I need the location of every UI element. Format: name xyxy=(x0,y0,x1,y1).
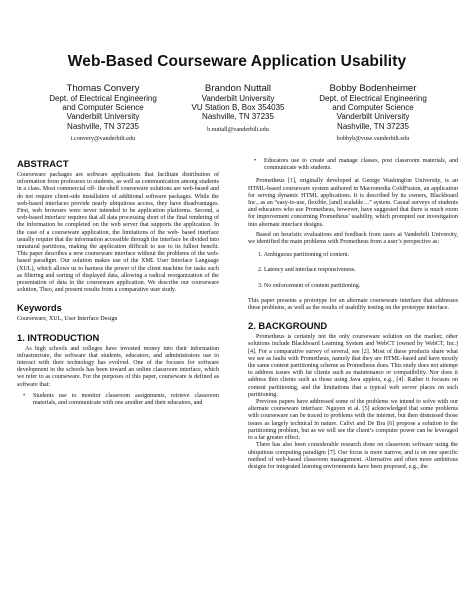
bullet-icon: • xyxy=(254,158,257,164)
introduction-paragraph: As high schools and colleges have invested money into their information infrastructure, the software that students, educators, and administrators use to interact with their technology has evolved. One of the focuses for software development in the schools has been toward an online classroom interface, which we refer to as courseware. For the purposes of this paper, courseware is defined as software that: xyxy=(17,345,219,388)
author-affiliation-line: and Computer Science xyxy=(62,103,144,113)
author-email: bobbyb@vuse.vanderbilt.edu xyxy=(336,134,410,142)
paper-title: Web-Based Courseware Application Usability xyxy=(67,53,407,70)
list-item: 1. Ambiguous partitioning of content. xyxy=(258,252,350,259)
author-affiliation-line: and Computer Science xyxy=(332,103,414,113)
body-paragraph: Prometheus [1], originally developed at George Washington University, is an HTML-based courseware system authored in Macromedia ColdFusion, an application for serving dynamic HTML applications. It is described by its owners, Blackboard Inc., as an “easy-to-use, flexible, [and] scalable…” system. Casual surveys of students and educators who use Prometheus, however, have suggested that there is much room for improvement concerning Prometheus’ usability, which prompted our investigation into alternate interface designs. xyxy=(248,178,458,228)
list-item: 2. Latency and interface responsiveness. xyxy=(258,267,356,274)
body-paragraph: Previous papers have addressed some of the problems we intend to solve with our alternate courseware interface: Nguyen et al. [5] acknowledged that some problems with courseware can be traced to problems with the internet, but then dismissed those issues as largely technical in nature. Calivi and De Bra [6] propose a solution to the partitioning problem, but as we will see the client’s computer power can be leveraged to a far greater effect. xyxy=(248,399,458,442)
keywords-text: Courseware, XUL, User Interface Design xyxy=(17,316,118,323)
author-affiliation-line: VU Station B, Box 354035 xyxy=(191,103,285,113)
author-affiliation-line: Vanderbilt University xyxy=(336,112,410,122)
author-affiliation-line: Vanderbilt University xyxy=(201,94,275,103)
abstract-heading: ABSTRACT xyxy=(17,158,69,169)
introduction-heading: 1. INTRODUCTION xyxy=(17,331,100,343)
abstract-text: Courseware packages are software applications that facilitate distribution of information from professors to students, as well as communication among students in a class. Most commercial off- the-shelf courseware solutions are web-based and do not require client-side installation of additional software packages. While the web-based interfaces provide nearly ubiquitous access, they have disadvantages. First, web browsers were never intended to be application platforms. Second, a web-based interface requires that all data processing short of the final rendering of the information be completed on the web server that supports the application. In the case of a courseware application, the limitations of the web- based interface usually require that the information accessible through the interface be divided into unnatural partitions, making the application difficult to use to its fullest benefit. This paper describes a new courseware interface without the problems of the web-based paradigm. Our solution makes use of the XML User Interface Language (XUL), which allows us to harness the power of the client machine for tasks such as filtering and sorting of displayed data, allowing a radical reorganization of the presentation of data in the courseware application. We describe our courseware solution, Theo, and present results from a comparative user study. xyxy=(17,172,219,294)
author-name: Bobby Bodenheimer xyxy=(329,83,417,94)
author-affiliation-line: Vanderbilt University xyxy=(66,112,140,122)
courseware-definition-list-cont xyxy=(248,158,458,172)
list-item xyxy=(248,158,458,172)
author-affiliation-line: Nashville, TN 37235 xyxy=(67,121,139,131)
problems-list xyxy=(248,252,458,290)
bullet-icon: • xyxy=(23,392,26,399)
author-1 xyxy=(28,83,178,143)
list-item: 3. No enforcement of content partitioning. xyxy=(258,282,361,289)
author-email: t.convery@vanderbilt.edu xyxy=(70,134,136,142)
keywords-heading: Keywords xyxy=(17,302,62,314)
list-item xyxy=(17,393,219,407)
author-affiliation-line: Nashville, TN 37235 xyxy=(202,112,274,122)
list-item-text: Students use to monitor classroom assignments, retrieve classroom materials, and communicate with one another and their educators, and xyxy=(33,392,219,407)
author-email: b.nuttall@vanderbilt.edu xyxy=(207,125,269,133)
author-2 xyxy=(163,83,313,134)
body-paragraph: This paper presents a prototype for an alternate courseware interface that addresses these problems, as well as the results of usability testing on the prototype interface. xyxy=(248,297,458,312)
body-paragraph: Based on heuristic evaluations and feedback from users at Vanderbilt University, we identified the main problems with Prometheus from a user’s perspective as: xyxy=(248,231,458,246)
author-affiliation-line: Dept. of Electrical Engineering xyxy=(319,94,427,103)
author-block xyxy=(28,83,448,153)
author-name: Brandon Nuttall xyxy=(204,83,272,94)
author-name: Thomas Convery xyxy=(66,83,140,94)
courseware-definition-list xyxy=(17,393,219,407)
body-paragraph: Prometheus is certainly not the only courseware solution on the market; other solutions include Blackboard Learning System and WebCT (owned by WebCT, Inc.) [4]. For a comparative survey of several, see [2]. Most of these products share what we see as faults with Prometheus, namely that they are HTML-based and have mostly the same content partitioning scheme as Prometheus does. This study does not attempt to address issues with fat clients such as maintenance or compatibility. Nor does it address thin clients such as those using Java applets, e.g., [4]. Rather it focuses on content partitioning, and the limitations that a typical web server places on such partitioning. xyxy=(248,334,458,398)
list-item-text: Educators use to create and manage classes, post classroom materials, and communicate with students. xyxy=(264,158,458,172)
author-affiliation-line: Dept. of Electrical Engineering xyxy=(49,94,157,103)
left-column xyxy=(17,158,219,411)
body-paragraph: There has also been considerable research done on classroom software using the ubiquitous computing paradigm [7]. Our focus is more narrow, and is on one specific method of web-based classroom management. Alternative and often more ambitious designs for integrated learning environments have been proposed, e.g., the xyxy=(248,442,458,470)
author-3 xyxy=(298,83,448,143)
background-heading: 2. BACKGROUND xyxy=(248,320,328,332)
author-affiliation-line: Nashville, TN 37235 xyxy=(337,121,409,131)
right-column xyxy=(248,158,458,471)
